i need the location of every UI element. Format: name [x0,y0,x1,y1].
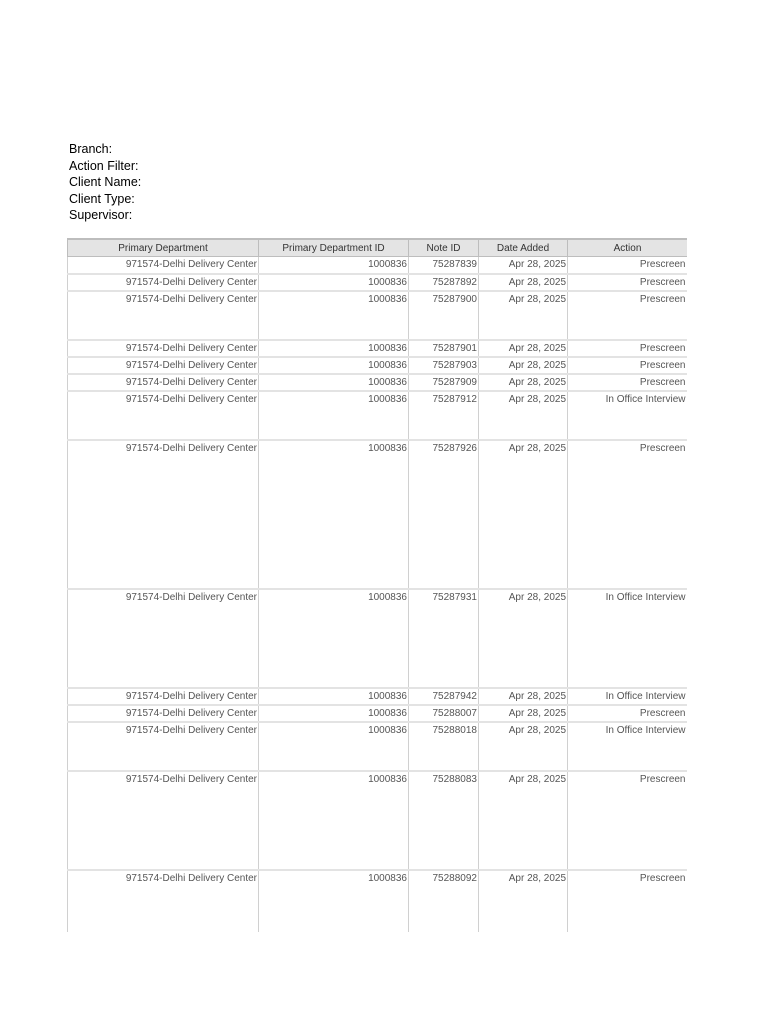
table-row [68,870,688,933]
cell-department-id: 1000836 [259,374,409,391]
cell-date-added: Apr 28, 2025 [479,374,568,391]
cell-note-id: 75287900 [409,291,479,340]
table-row [68,589,688,688]
table-row [68,440,688,589]
table-header-row [68,239,688,257]
table-row [68,340,688,357]
filter-client-name-label: Client Name: [69,175,142,190]
cell-action: Prescreen [568,870,688,933]
cell-department-id: 1000836 [259,274,409,291]
cell-date-added: Apr 28, 2025 [479,771,568,870]
cell-date-added: Apr 28, 2025 [479,257,568,274]
cell-department-id: 1000836 [259,589,409,688]
cell-date-added: Apr 28, 2025 [479,870,568,933]
cell-date-added: Apr 28, 2025 [479,391,568,440]
cell-date-added: Apr 28, 2025 [479,688,568,705]
cell-note-id: 75287909 [409,374,479,391]
cell-note-id: 75288007 [409,705,479,722]
cell-department: 971574-Delhi Delivery Center [68,589,259,688]
cell-date-added: Apr 28, 2025 [479,274,568,291]
cell-note-id: 75287942 [409,688,479,705]
cell-department-id: 1000836 [259,722,409,771]
cell-action: Prescreen [568,291,688,340]
cell-department: 971574-Delhi Delivery Center [68,257,259,274]
cell-date-added: Apr 28, 2025 [479,357,568,374]
report-filters [69,141,141,224]
cell-note-id: 75287926 [409,440,479,589]
cell-department-id: 1000836 [259,870,409,933]
cell-department-id: 1000836 [259,688,409,705]
table-row [68,705,688,722]
cell-date-added: Apr 28, 2025 [479,340,568,357]
table-row [68,722,688,771]
cell-department: 971574-Delhi Delivery Center [68,391,259,440]
report-table-container [67,238,687,932]
header-action: Action [568,239,688,257]
cell-note-id: 75288083 [409,771,479,870]
cell-note-id: 75287903 [409,357,479,374]
cell-note-id: 75287892 [409,274,479,291]
cell-department: 971574-Delhi Delivery Center [68,291,259,340]
cell-action: Prescreen [568,257,688,274]
cell-action: Prescreen [568,274,688,291]
cell-action: Prescreen [568,440,688,589]
cell-department-id: 1000836 [259,340,409,357]
cell-date-added: Apr 28, 2025 [479,722,568,771]
cell-department-id: 1000836 [259,771,409,870]
cell-action: In Office Interview [568,722,688,771]
cell-action: Prescreen [568,705,688,722]
cell-date-added: Apr 28, 2025 [479,589,568,688]
cell-department-id: 1000836 [259,357,409,374]
header-primary-department: Primary Department [68,239,259,257]
cell-department: 971574-Delhi Delivery Center [68,340,259,357]
cell-note-id: 75287931 [409,589,479,688]
header-note-id: Note ID [409,239,479,257]
cell-department: 971574-Delhi Delivery Center [68,705,259,722]
cell-note-id: 75287901 [409,340,479,357]
cell-department: 971574-Delhi Delivery Center [68,374,259,391]
table-row [68,291,688,340]
cell-action: Prescreen [568,340,688,357]
table-row [68,771,688,870]
header-primary-department-id: Primary Department ID [259,239,409,257]
table-row [68,391,688,440]
cell-date-added: Apr 28, 2025 [479,291,568,340]
filter-action-label: Action Filter: [69,158,139,173]
cell-department-id: 1000836 [259,291,409,340]
cell-department-id: 1000836 [259,257,409,274]
cell-note-id: 75288018 [409,722,479,771]
cell-department: 971574-Delhi Delivery Center [68,870,259,933]
cell-note-id: 75288092 [409,870,479,933]
cell-department: 971574-Delhi Delivery Center [68,274,259,291]
filter-branch-label: Branch: [69,142,113,156]
report-table [67,238,687,932]
cell-department: 971574-Delhi Delivery Center [68,440,259,589]
cell-department: 971574-Delhi Delivery Center [68,357,259,374]
cell-action: Prescreen [568,771,688,870]
table-body [68,257,688,933]
table-row [68,688,688,705]
cell-department: 971574-Delhi Delivery Center [68,688,259,705]
cell-note-id: 75287912 [409,391,479,440]
table-row [68,357,688,374]
cell-action: In Office Interview [568,589,688,688]
cell-action: In Office Interview [568,391,688,440]
filter-client-type-label: Client Type: [69,191,135,206]
cell-department-id: 1000836 [259,391,409,440]
cell-date-added: Apr 28, 2025 [479,440,568,589]
cell-note-id: 75287839 [409,257,479,274]
table-row [68,374,688,391]
table-row [68,257,688,274]
filter-supervisor-label: Supervisor: [69,208,133,223]
table-row [68,274,688,291]
cell-action: Prescreen [568,357,688,374]
cell-date-added: Apr 28, 2025 [479,705,568,722]
cell-department-id: 1000836 [259,705,409,722]
cell-department: 971574-Delhi Delivery Center [68,771,259,870]
cell-department: 971574-Delhi Delivery Center [68,722,259,771]
cell-department-id: 1000836 [259,440,409,589]
cell-action: Prescreen [568,374,688,391]
header-date-added: Date Added [479,239,568,257]
cell-action: In Office Interview [568,688,688,705]
